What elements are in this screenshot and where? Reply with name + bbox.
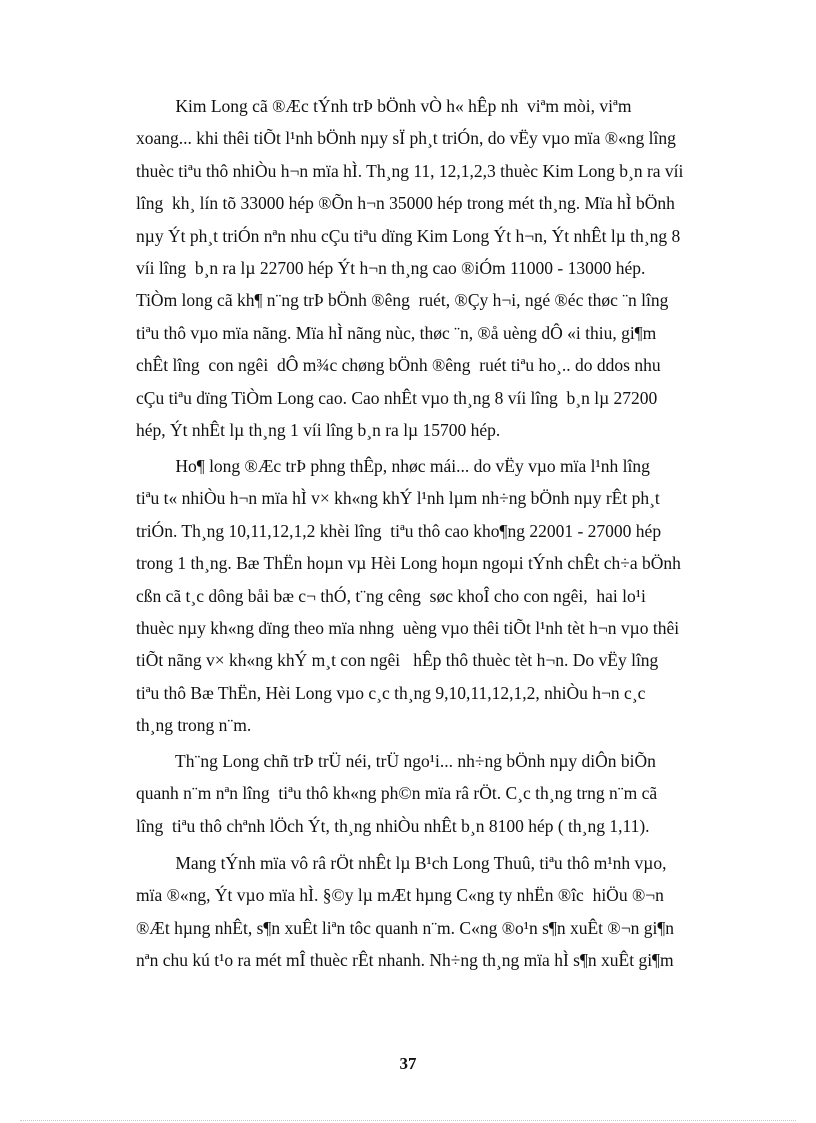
text-line: cßn cã t¸c dông båi bæ c¬ thÓ, t¨ng cêng søc khoÎ cho con ngêi, hai lo¹i xyxy=(136,585,646,606)
text-line: lîng kh¸ lín tõ 33000 hép ®Õn h¬n 35000 hép trong mét th¸ng. Mïa hÌ bÖnh xyxy=(136,193,675,214)
text-line: trong 1 th¸ng. Bæ ThËn hoµn vµ Hèi Long hoµn ngoµi tÝnh chÊt ch÷a bÖnh xyxy=(136,553,681,574)
text-line: tiÕt nãng v× kh«ng khÝ m¸t con ngêi hÊp thô thuèc tèt h¬n. Do vËy lîng xyxy=(136,650,659,671)
text-line: thuèc nµy kh«ng dïng theo mïa nhng uèng vµo thêi tiÕt l¹nh tèt h¬n vµo thêi xyxy=(136,617,680,638)
text-line: ®Æt hµng nhÊt, s¶n xuÊt liªn tôc quanh n¨m. C«ng ®o¹n s¶n xuÊt ®¬n gi¶n xyxy=(136,917,674,938)
text-line: mïa ®«ng, Ýt vµo mïa hÌ. §©y lµ mÆt hµng C«ng ty nhËn ®îc hiÖu ®¬n xyxy=(136,885,664,906)
paragraph-hoa-long-bo-than xyxy=(136,450,764,742)
text-line: víi lîng b¸n ra lµ 22700 hép Ýt h¬n th¸ng cao ®iÓm 11000 - 13000 hép. xyxy=(136,257,646,278)
text-line: chÊt lîng con ngêi dÔ m¾c chøng bÖnh ®êng ruét tiªu ho¸.. do ddos nhu xyxy=(136,355,661,376)
page-number: 37 xyxy=(399,1054,417,1073)
text-line: cÇu tiªu dïng TiÒm Long cao. Cao nhÊt vµo th¸ng 8 víi lîng b¸n lµ 27200 xyxy=(136,387,658,408)
text-line: tiªu thô Bæ ThËn, Hèi Long vµo c¸c th¸ng 9,10,11,12,1,2, nhiÒu h¬n c¸c xyxy=(136,682,646,703)
paragraph-bach-long-thuy xyxy=(136,847,764,977)
paragraph-kim-long-tiem-long xyxy=(136,90,764,446)
text-line: nµy Ýt ph¸t triÓn nªn nhu cÇu tiªu dïng Kim Long Ýt h¬n, Ýt nhÊt lµ th¸ng 8 xyxy=(136,225,681,246)
text-line: nªn chu kú t¹o ra mét mÎ thuèc rÊt nhanh. Nh÷ng th¸ng mïa hÌ s¶n xuÊt gi¶m xyxy=(136,950,674,971)
text-line: lîng tiªu thô chªnh lÖch Ýt, th¸ng nhiÒu nhÊt b¸n 8100 hép ( th¸ng 1,11). xyxy=(136,815,650,836)
paragraph-thang-long xyxy=(136,745,764,842)
text-line: Mang tÝnh mïa vô râ rÖt nhÊt lµ B¹ch Long Thuû, tiªu thô m¹nh vµo, xyxy=(136,853,667,873)
text-line: th¸ng trong n¨m. xyxy=(136,715,252,736)
text-line: Ho¶ long ®Æc trÞ phng thÊp, nhøc mái... do vËy vµo mïa l¹nh lîng xyxy=(136,456,650,476)
text-line: TiÒm long cã kh¶ n¨ng trÞ bÖnh ®êng ruét, ®Çy h¬i, ngé ®éc thøc ¨n lîng xyxy=(136,290,669,311)
text-line: hép, Ýt nhÊt lµ th¸ng 1 víi lîng b¸n ra lµ 15700 hép. xyxy=(136,419,501,440)
text-line: Th¨ng Long chñ trÞ trÜ néi, trÜ ngo¹i... nh÷ng bÖnh nµy diÔn biÕn xyxy=(136,751,656,771)
text-line: triÓn. Th¸ng 10,11,12,1,2 khèi lîng tiªu thô cao kho¶ng 22001 - 27000 hép xyxy=(136,520,662,541)
text-line: tiªu thô vµo mïa nãng. Mïa hÌ nãng nùc, thøc ¨n, ®å uèng dÔ «i thiu, gi¶m xyxy=(136,322,657,343)
text-line: tiªu t« nhiÒu h¬n mïa hÌ v× kh«ng khÝ l¹nh lµm nh÷ng bÖnh nµy rÊt ph¸t xyxy=(136,488,660,509)
text-line: Kim Long cã ®Æc tÝnh trÞ bÖnh vÒ h« hÊp nh viªm mòi, viªm xyxy=(136,96,632,116)
bottom-dotted-divider xyxy=(20,1120,796,1121)
text-line: thuèc tiªu thô nhiÒu h¬n mïa hÌ. Th¸ng 11, 12,1,2,3 thuèc Kim Long b¸n ra víi xyxy=(136,160,684,181)
text-line: quanh n¨m nªn lîng tiªu thô kh«ng ph©n mïa râ rÖt. C¸c th¸ng trng n¨m cã xyxy=(136,783,658,804)
text-line: xoang... khi thêi tiÕt l¹nh bÖnh nµy sÏ ph¸t triÓn, do vËy vµo mïa ®«ng lîng xyxy=(136,128,676,149)
